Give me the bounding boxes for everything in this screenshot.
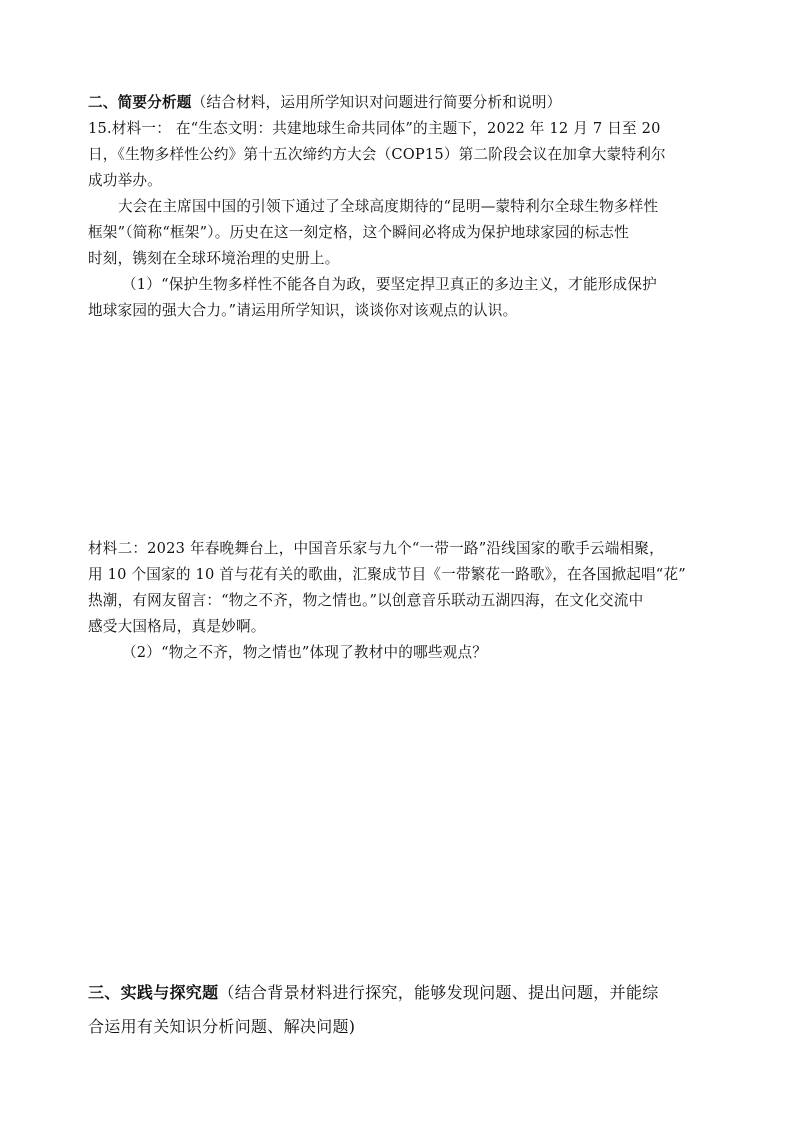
material-2-line: 热潮，有网友留言：“物之不齐，物之情也。”以创意音乐联动五湖四海，在文化交流中 [88, 592, 644, 609]
question-2: （2）“物之不齐，物之情也”体现了教材中的哪些观点？ [122, 644, 488, 661]
material-2-line: 感受大国格局，真是妙啊。 [88, 618, 266, 635]
material-1-line: 成功举办。 [88, 172, 162, 189]
section-2-heading [88, 90, 716, 116]
question-1-line: 地球家园的强大合力。”请运用所学知识，谈谈你对该观点的认识。 [88, 302, 518, 319]
section-3-instructions-cont: 合运用有关知识分析问题、解决问题) [88, 1017, 356, 1036]
material-1-line: 15.材料一： 在“生态文明：共建地球生命共同体”的主题下，2022 年 12 月 7 日至 20 [88, 120, 661, 137]
material-2 [88, 536, 716, 666]
material-1-line: 日，《生物多样性公约》第十五次缔约方大会（COP15）第二阶段会议在加拿大蒙特利尔 [88, 146, 666, 163]
material-1-paragraph-line: 大会在主席国中国的引领下通过了全球高度期待的“昆明—蒙特利尔全球生物多样性 [118, 198, 659, 215]
section-2-instructions: （结合材料，运用所学知识对问题进行简要分析和说明） [191, 94, 562, 111]
section-3-heading [88, 976, 728, 1010]
material-1-paragraph-line: 时刻，镌刻在全球环境治理的史册上。 [88, 250, 340, 267]
material-1-paragraph-line: 框架”（简称“框架”）。历史在这一刻定格，这个瞬间必将成为保护地球家园的标志性 [88, 224, 629, 241]
material-2-line: 用 10 个国家的 10 首与花有关的歌曲，汇聚成节目《一带繁花一路歌》，在各国掀起唱“花” [88, 566, 686, 583]
material-2-line: 材料二：2023 年春晚舞台上，中国音乐家与九个“一带一路”沿线国家的歌手云端相聚， [88, 540, 664, 557]
section-3-title: 三、实践与探究题 [88, 983, 219, 1002]
section-3 [88, 976, 728, 1044]
question-1-line: （1）“保护生物多样性不能各自为政，要坚定捍卫真正的多边主义，才能形成保护 [122, 276, 657, 293]
section-2-title: 二、简要分析题 [88, 94, 192, 111]
section-2 [88, 90, 716, 324]
section-3-instructions: （结合背景材料进行探究，能够发现问题、提出问题，并能综 [218, 983, 659, 1002]
